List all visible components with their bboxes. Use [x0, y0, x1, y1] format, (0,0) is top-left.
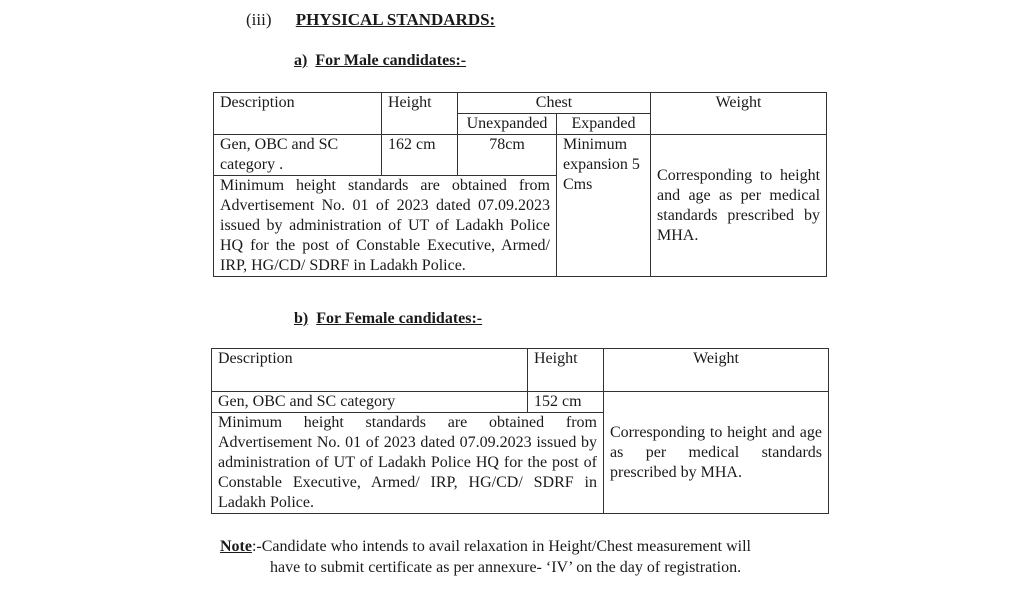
- chest-expanded-cell: Minimum expansion 5 Cms: [557, 135, 651, 277]
- footnote-label: Note: [220, 538, 252, 555]
- section-number: (iii): [246, 10, 272, 29]
- male-label: a): [294, 52, 308, 69]
- chest-unexpanded-cell: 78cm: [458, 135, 557, 176]
- header-expanded: Expanded: [557, 114, 651, 135]
- header-chest: Chest: [458, 93, 651, 114]
- table-row: [214, 93, 827, 114]
- header-weight: Weight: [604, 349, 829, 392]
- weight-cell: Corresponding to height and age as per medical standards prescribed by MHA.: [604, 392, 829, 514]
- footnote: [220, 536, 820, 578]
- table-row: [212, 349, 829, 392]
- header-height: Height: [528, 349, 604, 392]
- table-row: [212, 392, 829, 413]
- height-note-cell: Minimum height standards are obtained from Advertisement No. 01 of 2023 dated 07.09.2023 issued by administration of UT of Ladakh Police HQ for the post of Constable Executive, Armed/ IRP, HG/CD/ SDRF in Ladakh Police.: [212, 413, 604, 514]
- male-subheading: [294, 52, 466, 70]
- height-cell: 162 cm: [382, 135, 458, 176]
- section-title: PHYSICAL STANDARDS:: [295, 10, 496, 29]
- height-note-cell: Minimum height standards are obtained from Advertisement No. 01 of 2023 dated 07.09.2023 issued by administration of UT of Ladakh Police HQ for the post of Constable Executive, Armed/ IRP, HG/CD/ SDRF in Ladakh Police.: [214, 176, 557, 277]
- header-description: Description: [212, 349, 528, 392]
- male-title: For Male candidates:-: [315, 52, 467, 69]
- female-subheading: [294, 310, 482, 328]
- female-standards-table: [211, 348, 829, 514]
- header-description: Description: [214, 93, 382, 135]
- header-unexpanded: Unexpanded: [458, 114, 557, 135]
- header-height: Height: [382, 93, 458, 135]
- male-standards-table: [213, 92, 827, 277]
- table-row: [214, 135, 827, 176]
- height-cell: 152 cm: [528, 392, 604, 413]
- section-heading: [246, 10, 495, 30]
- category-cell: Gen, OBC and SC category: [212, 392, 528, 413]
- footnote-line2: have to submit certificate as per annexure- ‘IV’ on the day of registration.: [270, 559, 742, 576]
- weight-cell: Corresponding to height and age as per medical standards prescribed by MHA.: [651, 135, 827, 277]
- category-cell: Gen, OBC and SC category .: [214, 135, 382, 176]
- footnote-line1: :-Candidate who intends to avail relaxation in Height/Chest measurement will: [251, 538, 751, 555]
- header-weight: Weight: [651, 93, 827, 135]
- female-title: For Female candidates:-: [316, 310, 483, 327]
- female-label: b): [294, 310, 309, 327]
